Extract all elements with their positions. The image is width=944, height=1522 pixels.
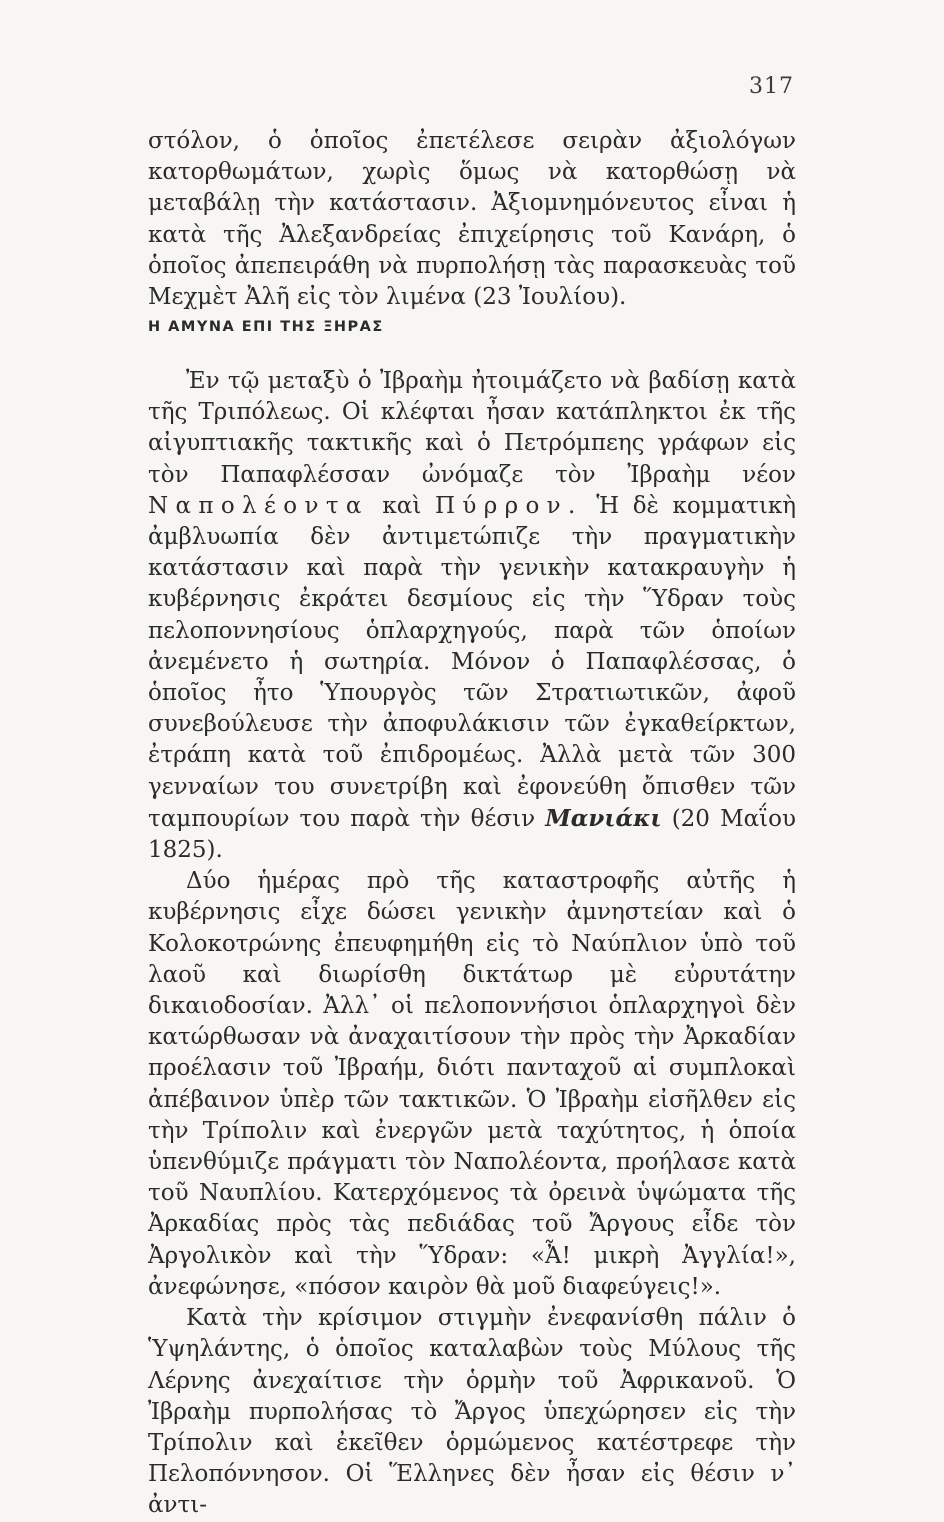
place-name-maniaki: Μανιάκι [545,804,662,832]
body-text [148,366,796,1522]
spaced-name-pyrrhus: Πύρρον. [434,492,583,519]
paragraph-amnesty: Δύο ἡμέρας πρὸ τῆς καταστροφῆς αὐτῆς ἡ κυβέρνησις εἶχε δώσει γενικὴν ἀμνηστείαν καὶ ὁ Κολοκοτρώνης ἐπευφημήθη εἰς τὸ Ναύπλιον ὑπὸ τοῦ λαοῦ καὶ διωρίσθη δικτάτωρ μὲ εὐρυτάτην δικαιοδοσίαν. Ἀλλ᾽ οἱ πελοποννήσιοι ὁπλαρχηγοὶ δὲν κατώρθωσαν νὰ ἀναχαιτίσουν τὴν πρὸς τὴν Ἀρκαδίαν προέλασιν τοῦ Ἰβραήμ, διότι πανταχοῦ αἱ συμπλοκαὶ ἀπέβαινον ὑπὲρ τῶν τακτικῶν. Ὁ Ἰβραὴμ εἰσῆλθεν εἰς τὴν Τρίπολιν καὶ ἐνεργῶν μετὰ ταχύτητος, ἡ ὁποία ὑπενθύμιζε πράγματι τὸν Ναπολέοντα, προήλασε κατὰ τοῦ Ναυπλίου. Κατερχόμενος τὰ ὀρεινὰ ὑψώματα τῆς Ἀρκαδίας πρὸς τὰς πεδιάδας τοῦ Ἄργους εἶδε τὸν Ἀργολικὸν καὶ τὴν Ὕδραν: «Ἆ! μικρὴ Ἀγγλία!», ἀνεφώνησε, «πόσον καιρὸν θὰ μοῦ διαφεύγεις!». [148,868,796,1300]
para2-text-before: Ἐν τῷ μεταξὺ ὁ Ἰβραὴμ ἠτοιμάζετο νὰ βαδίσῃ κατὰ τῆς Τριπόλεως. Οἱ κλέφται ἦσαν κατάπληκτοι ἐκ τῆς αἰγυπτιακῆς τακτικῆς καὶ ὁ Πετρόμπεης γράφων εἰς τὸν Παπαφλέσσαν ὠνόμαζε τὸν Ἰβραὴμ νέον [148,368,796,488]
section-heading: Η ΑΜΥΝΑ ΕΠΙ ΤΗΣ ΞΗΡΑΣ [148,319,384,335]
para2-text-middle: Ἡ δὲ κομματικὴ ἀμβλυωπία δὲν ἀντιμετώπιζε τὴν πραγματικὴν κατάστασιν καὶ παρὰ τὴν γενικὴν κατακραυγὴν ἡ κυβέρνησις ἐκράτει δεσμίους εἰς τὴν Ὕδραν τοὺς πελοποννησίους ὁπλαρχηγούς, παρὰ τῶν ὁποίων ἀνεμένετο ἡ σωτηρία. Μόνον ὁ Παπαφλέσσας, ὁ ὁποῖος ἦτο Ὑπουργὸς τῶν Στρατιωτικῶν, ἀφοῦ συνεβούλευσε τὴν ἀποφυλάκισιν τῶν ἐγκαθείρκτων, ἐτράπη κατὰ τοῦ ἐπιδρομέως. Ἀλλὰ μετὰ τῶν 300 γενναίων του συνετρίβη καὶ ἐφονεύθη ὄπισθεν τῶν ταμπουρίων του παρὰ τὴν θέσιν [148,492,797,832]
intro-paragraph: στόλον, ὁ ὁποῖος ἐπετέλεσε σειρὰν ἀξιολόγων κατορθωμάτων, χωρὶς ὅμως νὰ κατορθώσῃ νὰ μεταβάλῃ τὴν κατάστασιν. Ἀξιομνημόνευτος εἶναι ἡ κατὰ τῆς Ἀλεξανδρείας ἐπιχείρησις τοῦ Κανάρη, ὁ ὁποῖος ἀπεπειράθη νὰ πυρπολήσῃ τὰς παρασκευὰς τοῦ Μεχμὲτ Ἀλῆ εἰς τὸν λιμένα (23 Ἰουλίου). [148,128,796,311]
paragraph-ypsilantis: Κατὰ τὴν κρίσιμον στιγμὴν ἐνεφανίσθη πάλιν ὁ Ὑψηλάντης, ὁ ὁποῖος καταλαβὼν τοὺς Μύλους τῆς Λέρνης ἀνεχαίτισε τὴν ὁρμὴν τοῦ Ἀφρικανοῦ. Ὁ Ἰβραὴμ πυρπολήσας τὸ Ἄργος ὑπεχώρησεν εἰς τὴν Τρίπολιν καὶ ἐκεῖθεν ὁρμώμενος κατέστρεφε τὴν Πελοπόννησον. Οἱ Ἕλληνες δὲν ἦσαν εἰς θέσιν ν᾽ ἀντι- [148,1305,796,1519]
para2-conjunction: καὶ [382,492,422,519]
paragraph-ibrahim [148,366,796,866]
page-number: 317 [749,74,794,99]
para2-text-after: (20 Μαΐου 1825). [148,805,796,864]
intro-paragraph-block [148,126,796,313]
spaced-name-napoleon: Ναπολέοντα [148,492,369,519]
